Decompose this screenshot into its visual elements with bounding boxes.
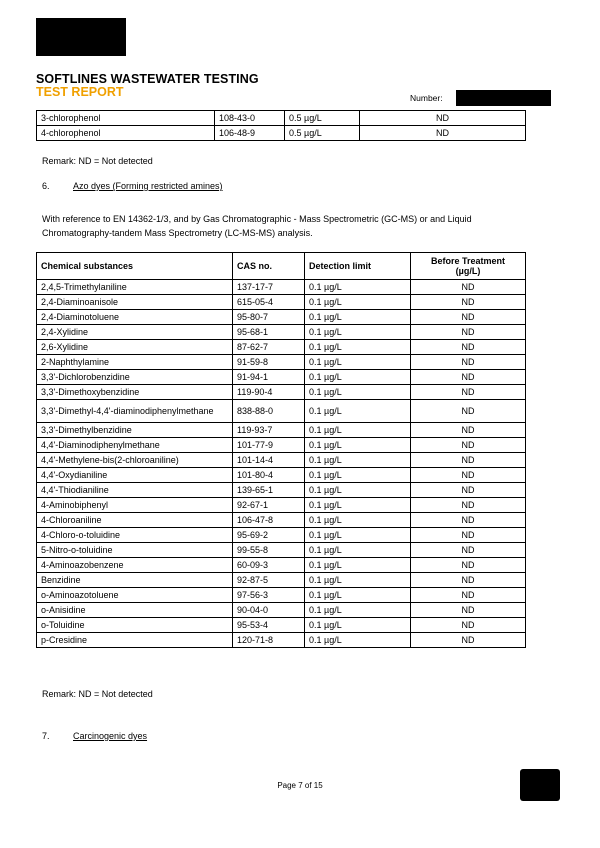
section-6-title: Azo dyes (Forming restricted amines) bbox=[73, 181, 223, 191]
azo-dyes-table bbox=[36, 252, 526, 648]
table-row bbox=[37, 483, 526, 498]
cell-substance: 4,4'-Diaminodiphenylmethane bbox=[37, 438, 233, 453]
number-label: Number: bbox=[410, 93, 443, 103]
cell-limit: 0.1 µg/L bbox=[305, 513, 411, 528]
cell-limit: 0.1 µg/L bbox=[305, 468, 411, 483]
cell-cas: 91-59-8 bbox=[233, 355, 305, 370]
cell-limit: 0.1 µg/L bbox=[305, 355, 411, 370]
cell-substance: 4-Aminoazobenzene bbox=[37, 558, 233, 573]
table-row bbox=[37, 588, 526, 603]
cell-result: ND bbox=[411, 528, 526, 543]
report-title: SOFTLINES WASTEWATER TESTING bbox=[36, 72, 259, 86]
cell-cas: 615-05-4 bbox=[233, 295, 305, 310]
cell-substance: 4-chlorophenol bbox=[37, 126, 215, 141]
table-row bbox=[37, 543, 526, 558]
cell-cas: 106-47-8 bbox=[233, 513, 305, 528]
cell-result: ND bbox=[411, 280, 526, 295]
cell-limit: 0.1 µg/L bbox=[305, 573, 411, 588]
cell-cas: 101-77-9 bbox=[233, 438, 305, 453]
cell-limit: 0.1 µg/L bbox=[305, 483, 411, 498]
table-row bbox=[37, 295, 526, 310]
cell-result: ND bbox=[411, 438, 526, 453]
cell-limit: 0.1 µg/L bbox=[305, 633, 411, 648]
cell-cas: 95-80-7 bbox=[233, 310, 305, 325]
cell-limit: 0.1 µg/L bbox=[305, 453, 411, 468]
cell-cas: 91-94-1 bbox=[233, 370, 305, 385]
cell-substance: 4,4'-Thiodianiline bbox=[37, 483, 233, 498]
remark-2: Remark: ND = Not detected bbox=[42, 689, 153, 699]
table-row bbox=[37, 558, 526, 573]
table-row bbox=[37, 618, 526, 633]
cell-result: ND bbox=[411, 423, 526, 438]
cell-limit: 0.5 µg/L bbox=[285, 126, 360, 141]
cell-substance: Benzidine bbox=[37, 573, 233, 588]
cell-result: ND bbox=[411, 468, 526, 483]
cell-limit: 0.5 µg/L bbox=[285, 111, 360, 126]
cell-limit: 0.1 µg/L bbox=[305, 543, 411, 558]
header-result-line2: (µg/L) bbox=[455, 266, 481, 276]
cell-result: ND bbox=[411, 385, 526, 400]
cell-cas: 97-56-3 bbox=[233, 588, 305, 603]
cell-cas: 838-88-0 bbox=[233, 400, 305, 423]
cell-substance: 5-Nitro-o-toluidine bbox=[37, 543, 233, 558]
table-row bbox=[37, 438, 526, 453]
remark-1: Remark: ND = Not detected bbox=[42, 156, 153, 166]
chlorophenol-table bbox=[36, 110, 526, 141]
cell-substance: 2,4,5-Trimethylaniline bbox=[37, 280, 233, 295]
header-substance: Chemical substances bbox=[37, 253, 233, 280]
cell-result: ND bbox=[411, 588, 526, 603]
cell-substance: 4-Aminobiphenyl bbox=[37, 498, 233, 513]
cell-substance: 4,4'-Oxydianiline bbox=[37, 468, 233, 483]
cell-cas: 137-17-7 bbox=[233, 280, 305, 295]
cell-substance: o-Toluidine bbox=[37, 618, 233, 633]
cell-result: ND bbox=[411, 498, 526, 513]
cell-limit: 0.1 µg/L bbox=[305, 603, 411, 618]
redacted-stamp bbox=[520, 769, 560, 801]
cell-substance: o-Aminoazotoluene bbox=[37, 588, 233, 603]
redacted-logo bbox=[36, 18, 126, 56]
table-row bbox=[37, 528, 526, 543]
cell-limit: 0.1 µg/L bbox=[305, 370, 411, 385]
cell-limit: 0.1 µg/L bbox=[305, 588, 411, 603]
cell-cas: 101-14-4 bbox=[233, 453, 305, 468]
table-row bbox=[37, 633, 526, 648]
table-row bbox=[37, 498, 526, 513]
cell-limit: 0.1 µg/L bbox=[305, 385, 411, 400]
table-row bbox=[37, 280, 526, 295]
cell-limit: 0.1 µg/L bbox=[305, 528, 411, 543]
cell-cas: 92-67-1 bbox=[233, 498, 305, 513]
cell-substance: 2,6-Xylidine bbox=[37, 340, 233, 355]
table-row bbox=[37, 355, 526, 370]
table-row bbox=[37, 603, 526, 618]
cell-limit: 0.1 µg/L bbox=[305, 618, 411, 633]
cell-result: ND bbox=[411, 355, 526, 370]
section-7-title: Carcinogenic dyes bbox=[73, 731, 148, 741]
cell-substance: 2,4-Diaminotoluene bbox=[37, 310, 233, 325]
cell-result: ND bbox=[411, 483, 526, 498]
cell-cas: 99-55-8 bbox=[233, 543, 305, 558]
cell-cas: 95-68-1 bbox=[233, 325, 305, 340]
cell-limit: 0.1 µg/L bbox=[305, 310, 411, 325]
cell-limit: 0.1 µg/L bbox=[305, 498, 411, 513]
header-cas: CAS no. bbox=[233, 253, 305, 280]
cell-limit: 0.1 µg/L bbox=[305, 438, 411, 453]
table-row bbox=[37, 423, 526, 438]
cell-result: ND bbox=[411, 295, 526, 310]
cell-result: ND bbox=[411, 340, 526, 355]
report-subtitle: TEST REPORT bbox=[36, 85, 124, 99]
page-number: Page 7 of 15 bbox=[277, 781, 323, 790]
cell-substance: o-Anisidine bbox=[37, 603, 233, 618]
cell-result: ND bbox=[411, 558, 526, 573]
cell-substance: 2-Naphthylamine bbox=[37, 355, 233, 370]
cell-cas: 139-65-1 bbox=[233, 483, 305, 498]
cell-result: ND bbox=[411, 618, 526, 633]
table-row bbox=[37, 126, 526, 141]
cell-limit: 0.1 µg/L bbox=[305, 558, 411, 573]
cell-result: ND bbox=[411, 310, 526, 325]
table-row bbox=[37, 111, 526, 126]
table-row bbox=[37, 573, 526, 588]
table-row bbox=[37, 385, 526, 400]
cell-substance: p-Cresidine bbox=[37, 633, 233, 648]
cell-limit: 0.1 µg/L bbox=[305, 325, 411, 340]
table-header-row bbox=[37, 253, 526, 280]
cell-substance: 2,4-Diaminoanisole bbox=[37, 295, 233, 310]
cell-substance: 3,3'-Dimethoxybenzidine bbox=[37, 385, 233, 400]
redacted-number bbox=[456, 90, 551, 106]
cell-cas: 106-48-9 bbox=[215, 126, 285, 141]
cell-substance: 3,3'-Dichlorobenzidine bbox=[37, 370, 233, 385]
cell-limit: 0.1 µg/L bbox=[305, 340, 411, 355]
cell-result: ND bbox=[411, 400, 526, 423]
cell-result: ND bbox=[360, 126, 526, 141]
table-row bbox=[37, 400, 526, 423]
table-row bbox=[37, 513, 526, 528]
section-6-intro: With reference to EN 14362-1/3, and by Gas Chromatographic - Mass Spectrometric (GC-MS) or and Liquid Chromatography-tandem Mass Spectrometry (LC-MS-MS) analysis. bbox=[42, 214, 472, 238]
cell-substance: 3,3'-Dimethylbenzidine bbox=[37, 423, 233, 438]
cell-substance: 3-chlorophenol bbox=[37, 111, 215, 126]
cell-cas: 95-53-4 bbox=[233, 618, 305, 633]
cell-substance: 4-Chloro-o-toluidine bbox=[37, 528, 233, 543]
cell-substance: 4-Chloroaniline bbox=[37, 513, 233, 528]
cell-result: ND bbox=[411, 603, 526, 618]
cell-substance: 2,4-Xylidine bbox=[37, 325, 233, 340]
table-row bbox=[37, 325, 526, 340]
cell-substance: 4,4'-Methylene-bis(2-chloroaniline) bbox=[37, 453, 233, 468]
cell-limit: 0.1 µg/L bbox=[305, 423, 411, 438]
table-row bbox=[37, 453, 526, 468]
table-row bbox=[37, 468, 526, 483]
table-row bbox=[37, 370, 526, 385]
header-result bbox=[411, 253, 526, 280]
header-limit: Detection limit bbox=[305, 253, 411, 280]
cell-cas: 101-80-4 bbox=[233, 468, 305, 483]
section-6-number: 6. bbox=[42, 181, 50, 191]
cell-limit: 0.1 µg/L bbox=[305, 295, 411, 310]
cell-cas: 60-09-3 bbox=[233, 558, 305, 573]
cell-result: ND bbox=[411, 513, 526, 528]
cell-result: ND bbox=[411, 633, 526, 648]
cell-cas: 95-69-2 bbox=[233, 528, 305, 543]
cell-cas: 119-93-7 bbox=[233, 423, 305, 438]
cell-limit: 0.1 µg/L bbox=[305, 400, 411, 423]
cell-cas: 92-87-5 bbox=[233, 573, 305, 588]
cell-result: ND bbox=[360, 111, 526, 126]
section-7-number: 7. bbox=[42, 731, 50, 741]
cell-result: ND bbox=[411, 453, 526, 468]
cell-substance: 3,3'-Dimethyl-4,4'-diaminodiphenylmethane bbox=[37, 400, 233, 423]
cell-result: ND bbox=[411, 325, 526, 340]
cell-result: ND bbox=[411, 370, 526, 385]
cell-cas: 120-71-8 bbox=[233, 633, 305, 648]
cell-limit: 0.1 µg/L bbox=[305, 280, 411, 295]
cell-result: ND bbox=[411, 573, 526, 588]
header-result-line1: Before Treatment bbox=[430, 256, 506, 266]
table-row bbox=[37, 340, 526, 355]
cell-cas: 90-04-0 bbox=[233, 603, 305, 618]
cell-cas: 108-43-0 bbox=[215, 111, 285, 126]
cell-cas: 119-90-4 bbox=[233, 385, 305, 400]
table-row bbox=[37, 310, 526, 325]
cell-result: ND bbox=[411, 543, 526, 558]
cell-cas: 87-62-7 bbox=[233, 340, 305, 355]
